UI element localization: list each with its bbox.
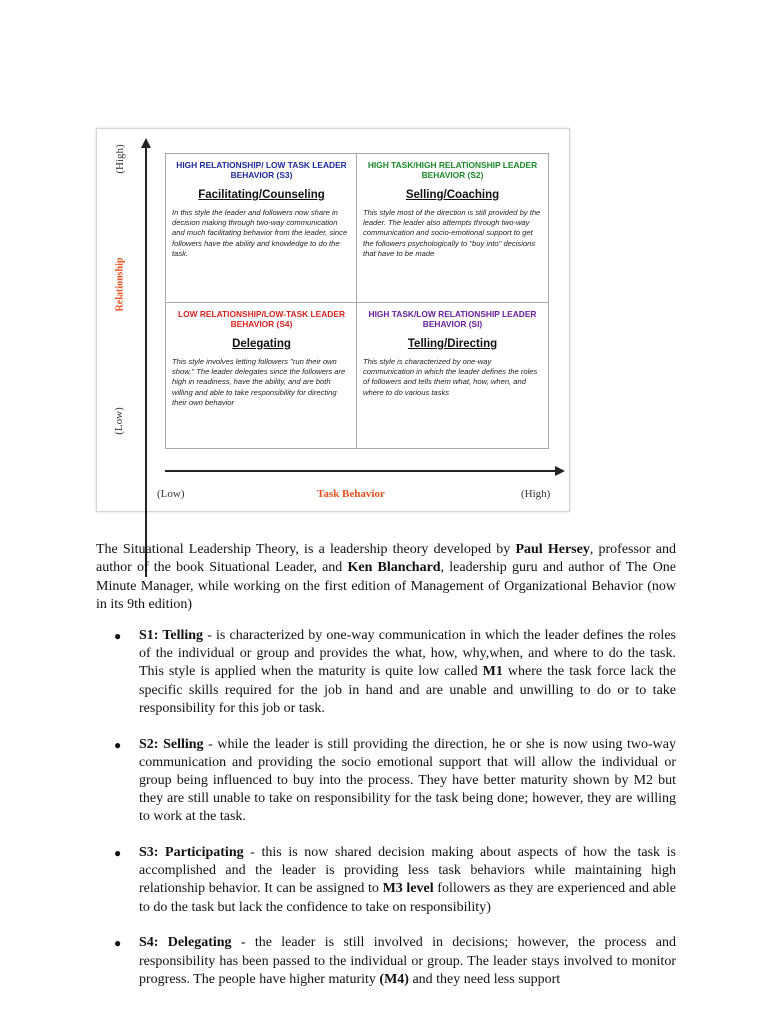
s1-label: S1: Telling xyxy=(139,628,204,643)
quadrant-s4-heading: LOW RELATIONSHIP/LOW-TASK LEADER BEHAVIOR (S4) xyxy=(177,309,345,329)
intro-paragraph xyxy=(96,541,676,615)
s4-bold: (M4) xyxy=(379,971,409,987)
s4-text-b: and they need less support xyxy=(408,971,561,987)
x-axis-title: Task Behavior xyxy=(317,488,385,500)
s3-text-a: - this is now shared decision making about aspects of how the task is accomplished and the leader is providing less task behaviors while maintaining high relationship behavior. It can be assigned to xyxy=(139,845,676,897)
y-axis-title: Relationship xyxy=(114,257,126,312)
quadrant-s2-heading: HIGH TASK/HIGH RELATIONSHIP LEADER BEHAVIOR (S2) xyxy=(367,160,538,180)
bullet-icon: ● xyxy=(114,737,122,752)
list-item-s3 xyxy=(96,844,676,917)
x-axis-arrow xyxy=(555,466,565,476)
author-name-hersey: Paul Hersey xyxy=(515,542,590,557)
x-axis-high-label: (High) xyxy=(521,488,551,500)
y-axis-line xyxy=(145,147,147,577)
quadrant-s1 xyxy=(357,303,547,451)
s3-label: S3: Participating xyxy=(139,845,244,861)
quadrant-s3-description: In this style the leader and followers now share in decision making through two-way communication and much facilitating behavior from the leader, since followers have the ability and knowledge to do the task. xyxy=(172,208,348,258)
s3-text-b: followers as they are experienced and able to do the task but lack the confidence to take on responsibility) xyxy=(139,881,676,915)
s1-text-b: where the task force lack the specific skills required for the job in hand and are unable and unwilling to do or to take responsibility for this job or task. xyxy=(139,664,676,716)
x-axis-line xyxy=(165,470,556,472)
quadrant-s2-style: Selling/Coaching xyxy=(405,189,500,201)
list-item-s1 xyxy=(96,627,676,718)
y-axis-high-label: (High) xyxy=(114,144,126,174)
list-item-s4 xyxy=(96,934,676,989)
s1-text-a: - is characterized by one-way communication in which the leader defines the roles of the individual or group and provides the what, how, why,when, and where to do the task. This style is applied when the maturity is quite low called xyxy=(139,628,676,680)
s1-bold: M1 xyxy=(482,664,503,680)
leadership-styles-list xyxy=(96,627,676,1006)
situational-leadership-figure xyxy=(96,128,570,512)
quadrant-s3 xyxy=(166,154,356,302)
s2-text-a: - while the leader is still providing the direction, he or she is now using two-way communication and providing the socio emotional support that will allow the individual or group being influenced to buy into the process. They have better maturity shown by M2 but they are still unable to take on responsibility for the task being done; however, they are willing to work at the task. xyxy=(139,736,676,825)
bullet-icon: ● xyxy=(114,629,122,643)
quadrant-s4-style: Delegating xyxy=(232,338,291,350)
intro-text-3: , leadership guru and author of The One Minute Manager, while working on the first edition of Management of Organizational Behavior (now in its 9th edition) xyxy=(96,560,677,613)
list-item-s2 xyxy=(96,736,676,827)
quadrant-s1-style: Telling/Directing xyxy=(407,338,498,350)
quadrant-s4 xyxy=(166,303,356,451)
quadrant-s2 xyxy=(357,154,547,302)
s4-text-a: - the leader is still involved in decisions; however, the process and responsibility has been passed to the individual or group. The leader stays involved to monitor progress. The people have higher maturity xyxy=(139,935,677,987)
quadrant-s1-description: This style is characterized by one-way communication in which the leader defines the roles of followers and tells them what, how, when, and where to do various tasks xyxy=(363,357,538,397)
quadrant-grid xyxy=(165,153,549,449)
s2-label: S2: Selling xyxy=(139,736,204,752)
author-name-blanchard: Ken Blanchard xyxy=(347,560,441,576)
quadrant-s1-heading: HIGH TASK/LOW RELATIONSHIP LEADER BEHAVIOR (SI) xyxy=(368,309,537,329)
quadrant-s3-style: Facilitating/Counseling xyxy=(198,189,325,201)
s3-bold: M3 level xyxy=(382,881,434,897)
quadrant-s3-heading: HIGH RELATIONSHIP/ LOW TASK LEADER BEHAVIOR (S3) xyxy=(176,160,347,180)
s4-label: S4: Delegating xyxy=(139,935,232,951)
quadrant-s2-description: This style most of the direction is still provided by the leader. The leader also attempts through two-way communication and socio-emotional support to get the followers psychologically to "buy into" decisions that have to be made xyxy=(363,208,541,258)
bullet-icon: ● xyxy=(114,846,122,861)
intro-text-2: , professor and author of the book Situational Leader, and xyxy=(96,542,676,576)
quadrant-s4-description: This style involves letting followers "run their own show." The leader delegates since the followers are high in readiness, have the ability, and are both willing and able to take responsibility for directing their own behavior xyxy=(172,357,346,407)
intro-text-1: The Situational Leadership Theory, is a leadership theory developed by xyxy=(96,542,516,557)
x-axis-low-label: (Low) xyxy=(157,488,185,500)
y-axis-low-label: (Low) xyxy=(113,407,125,435)
bullet-icon: ● xyxy=(114,936,122,951)
